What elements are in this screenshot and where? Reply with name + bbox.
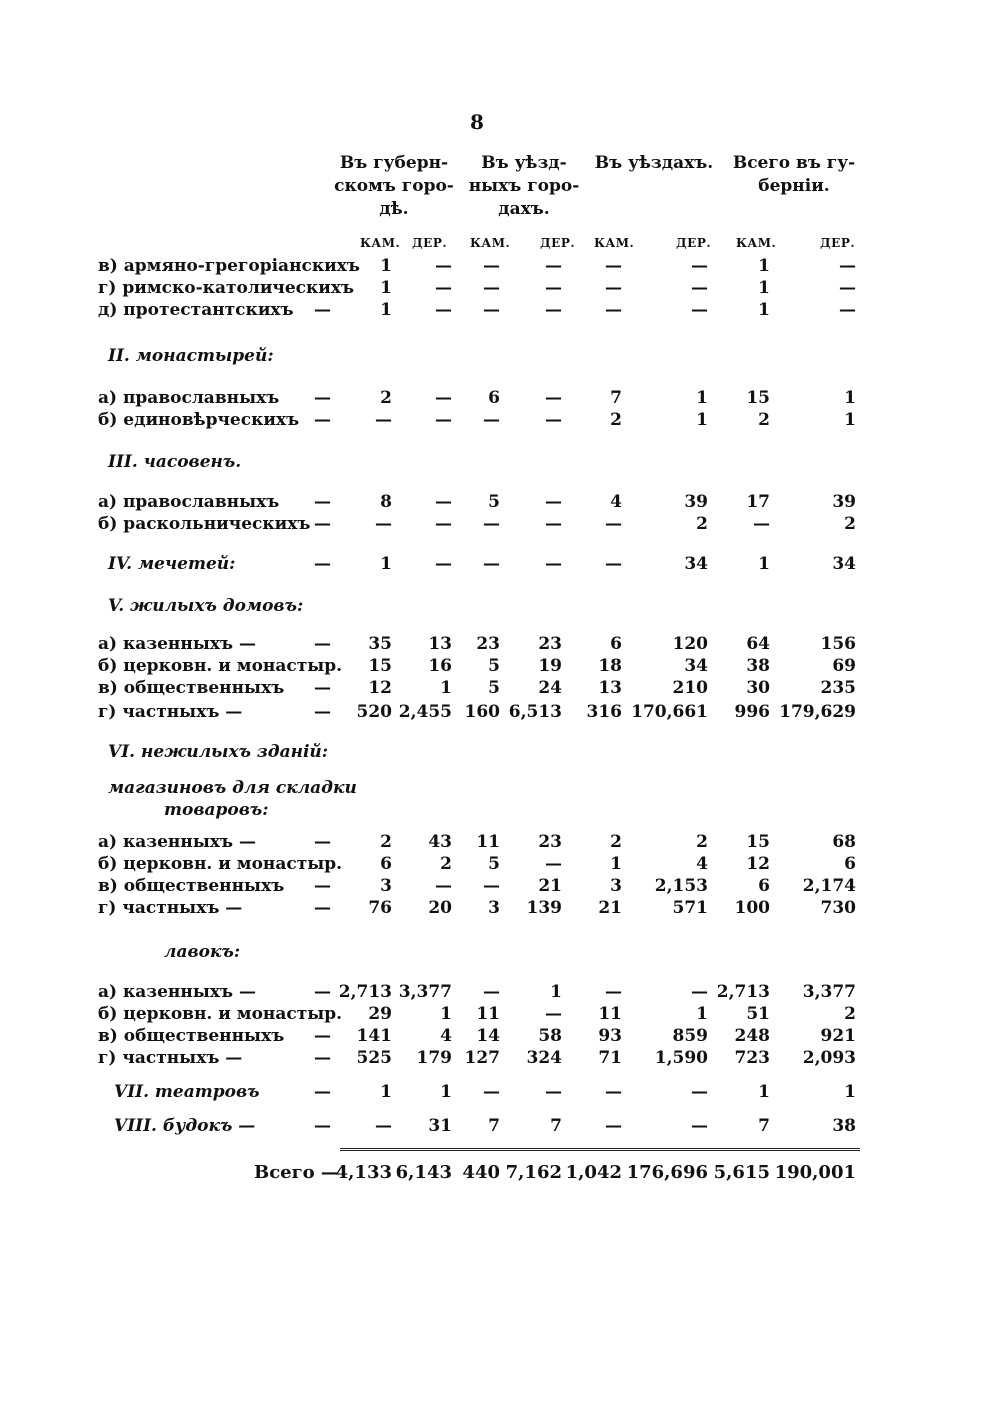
table-cell: 2,713 [338,982,392,1002]
table-cell: 39 [832,492,856,512]
table-cell: 1 [380,1082,392,1102]
table-cell: 210 [672,678,708,698]
table-cell: 1 [844,1082,856,1102]
table-cell: — [691,278,708,298]
table-cell: 170,661 [631,702,708,722]
table-cell: 6 [844,854,856,874]
table-cell: 18 [598,656,622,676]
table-cell: 29 [368,1004,392,1024]
table-cell: 34 [684,656,708,676]
table-cell: 35 [368,634,392,654]
table-cell: 34 [684,554,708,574]
total-cell: 190,001 [774,1162,856,1183]
table-row [0,1004,1000,1026]
subheader-6: КАМ. [736,236,777,250]
table-cell: — [545,256,562,276]
table-cell: 7 [758,1116,770,1136]
table-cell: 2,455 [398,702,452,722]
table-cell: — [483,256,500,276]
table-cell: 30 [746,678,770,698]
row-label: г) римско-католическихъ [98,278,355,298]
header-gub-city: Въ губерн- скомъ горо- дѣ. [334,153,454,219]
table-cell: 6 [380,854,392,874]
table-cell: — [375,1116,392,1136]
table-cell: 160 [464,702,500,722]
table-cell: 1 [844,410,856,430]
table-cell: — [605,554,622,574]
section-warehouses-2: товаровъ: [164,800,269,820]
table-row [0,514,1000,536]
table-cell: — [483,1082,500,1102]
section-theatres: VII. театровъ [114,1082,260,1102]
table-cell: — [375,514,392,534]
header-total: Всего въ гу- берніи. [732,153,856,196]
table-cell: 39 [684,492,708,512]
table-cell: 2 [610,410,622,430]
row-label: в) армяно-грегоріанскихъ [98,256,360,276]
table-cell: 5 [488,492,500,512]
table-cell: 139 [526,898,562,918]
total-cell: 4,133 [335,1162,392,1183]
row-label: г) частныхъ — [98,898,243,918]
table-cell: — [605,1116,622,1136]
table-cell: 520 [356,702,392,722]
table-cell: — [545,854,562,874]
table-cell: 1 [758,278,770,298]
table-cell: 120 [672,634,708,654]
row-label: а) православныхъ [98,388,280,408]
table-cell: 2,174 [802,876,856,896]
table-cell: 1 [610,854,622,874]
table-cell: — [483,982,500,1002]
row-label: в) общественныхъ [98,678,285,698]
table-cell: 6 [758,876,770,896]
table-cell: 17 [746,492,770,512]
row-label: г) частныхъ — [98,1048,243,1068]
subheader-1: ДЕР. [412,236,448,250]
table-cell: — [691,1116,708,1136]
table-cell: 2 [844,514,856,534]
section-monasteries: II. монастырей: [108,346,274,366]
table-cell: — [605,982,622,1002]
table-cell: 2,713 [716,982,770,1002]
table-cell: — [545,1004,562,1024]
table-cell: 8 [380,492,392,512]
table-cell: 16 [428,656,452,676]
total-cell: 176,696 [626,1162,708,1183]
table-cell: 43 [428,832,452,852]
table-cell: 1 [758,1082,770,1102]
table-cell: — [545,514,562,534]
table-cell: — [435,876,452,896]
table-cell: 4 [440,1026,452,1046]
table-cell: 2 [696,514,708,534]
table-cell: 324 [526,1048,562,1068]
table-cell: 69 [832,656,856,676]
table-cell: 2 [380,832,392,852]
table-cell: 24 [538,678,562,698]
row-leader-dash: — [314,410,331,430]
total-label: Всего — [254,1162,339,1183]
section-mosques: IV. мечетей: [108,554,236,574]
table-cell: 1 [380,256,392,276]
table-cell: 93 [598,1026,622,1046]
table-cell: — [375,410,392,430]
table-cell: — [839,278,856,298]
table-row [0,1082,1000,1104]
table-cell: 1 [758,554,770,574]
table-cell: 11 [598,1004,622,1024]
table-cell: 76 [368,898,392,918]
table-cell: 20 [428,898,452,918]
table-cell: 5 [488,678,500,698]
row-leader-dash: — [314,1048,331,1068]
table-cell: — [435,492,452,512]
table-cell: 1 [758,256,770,276]
section-shops: лавокъ: [164,942,241,962]
table-row [0,898,1000,920]
table-row [0,854,1000,876]
table-cell: — [545,554,562,574]
table-cell: 6,513 [508,702,562,722]
table-cell: 64 [746,634,770,654]
table-cell: 15 [746,832,770,852]
table-cell: 1 [758,300,770,320]
section-booths: VIII. будокъ — [114,1116,256,1136]
table-cell: 71 [598,1048,622,1068]
table-row [0,1116,1000,1138]
table-cell: 34 [832,554,856,574]
table-row [0,876,1000,898]
subheader-0: КАМ. [360,236,401,250]
header-uezds: Въ уѣздахъ. [594,153,714,173]
table-cell: 13 [428,634,452,654]
table-cell: 571 [672,898,708,918]
table-row [0,492,1000,514]
row-label: а) православныхъ [98,492,280,512]
table-cell: 4 [696,854,708,874]
table-cell: — [435,388,452,408]
table-cell: 4 [610,492,622,512]
table-cell: 5 [488,656,500,676]
table-cell: 11 [476,1004,500,1024]
table-cell: 31 [428,1116,452,1136]
table-cell: 7 [488,1116,500,1136]
table-cell: — [483,514,500,534]
table-row [0,256,1000,278]
table-cell: 1 [696,1004,708,1024]
subheader-3: ДЕР. [540,236,576,250]
table-cell: — [483,410,500,430]
subheader-5: ДЕР. [676,236,712,250]
row-label: а) казенныхъ — [98,634,256,654]
table-cell: 1 [440,1082,452,1102]
total-cell: 5,615 [713,1162,770,1183]
table-cell: — [483,278,500,298]
table-row [0,388,1000,410]
row-label: б) церковн. и монастыр. [98,1004,343,1024]
row-label: д) протестантскихъ [98,300,294,320]
table-row [0,702,1000,724]
table-cell: — [839,300,856,320]
table-row [0,982,1000,1004]
table-cell: — [545,492,562,512]
table-cell: — [605,1082,622,1102]
table-row [0,656,1000,678]
table-row [0,410,1000,432]
row-label: в) общественныхъ [98,1026,285,1046]
row-label: б) церковн. и монастыр. [98,656,343,676]
table-cell: — [483,300,500,320]
row-leader-dash: — [314,982,331,1002]
row-leader-dash: — [314,300,331,320]
table-row [0,1026,1000,1048]
table-row [0,278,1000,300]
row-leader-dash: — [314,388,331,408]
table-cell: — [545,1082,562,1102]
row-label: а) казенныхъ — [98,832,256,852]
table-cell: 1 [440,1004,452,1024]
table-cell: 179,629 [779,702,856,722]
subheader-4: КАМ. [594,236,635,250]
table-cell: 12 [368,678,392,698]
row-leader-dash: — [314,514,331,534]
row-label: б) церковн. и монастыр. [98,854,343,874]
table-cell: 156 [820,634,856,654]
total-rule [340,1148,860,1151]
table-cell: 14 [476,1026,500,1046]
total-cell: 1,042 [565,1162,622,1183]
table-cell: 6 [610,634,622,654]
table-cell: — [435,300,452,320]
table-cell: — [435,256,452,276]
total-cell: 6,143 [395,1162,452,1183]
subheader-2: КАМ. [470,236,511,250]
table-cell: 2 [440,854,452,874]
table-cell: — [545,410,562,430]
table-cell: 248 [734,1026,770,1046]
section-nonresidential: VI. нежилыхъ зданій: [108,742,329,762]
table-cell: — [483,554,500,574]
table-cell: 141 [356,1026,392,1046]
table-cell: 996 [734,702,770,722]
table-row [0,832,1000,854]
table-cell: — [605,514,622,534]
table-cell: — [435,410,452,430]
table-cell: — [753,514,770,534]
table-cell: 23 [538,832,562,852]
table-cell: 2 [758,410,770,430]
table-cell: 859 [672,1026,708,1046]
table-cell: 3 [380,876,392,896]
table-cell: — [839,256,856,276]
row-leader-dash: — [314,1026,331,1046]
table-cell: 5 [488,854,500,874]
header-uezd-cities: Въ уѣзд- ныхъ горо- дахъ. [468,153,580,219]
table-cell: 3 [488,898,500,918]
row-leader-dash: — [314,554,331,574]
table-cell: 68 [832,832,856,852]
table-cell: 38 [832,1116,856,1136]
row-leader-dash: — [314,702,331,722]
row-leader-dash: — [314,492,331,512]
table-cell: — [483,876,500,896]
row-leader-dash: — [314,1082,331,1102]
table-cell: 2 [610,832,622,852]
table-cell: 58 [538,1026,562,1046]
row-label: г) частныхъ — [98,702,243,722]
table-cell: 21 [598,898,622,918]
row-leader-dash: — [314,634,331,654]
table-cell: 2,093 [802,1048,856,1068]
table-cell: — [605,300,622,320]
table-cell: 525 [356,1048,392,1068]
table-cell: 723 [734,1048,770,1068]
table-cell: 6 [488,388,500,408]
row-leader-dash: — [314,876,331,896]
table-cell: 7 [550,1116,562,1136]
table-cell: 2 [380,388,392,408]
table-cell: 7 [610,388,622,408]
table-cell: 1,590 [654,1048,708,1068]
table-cell: 316 [586,702,622,722]
subheader-7: ДЕР. [820,236,856,250]
total-cell: 440 [462,1162,500,1183]
table-cell: 1 [380,300,392,320]
table-cell: 1 [440,678,452,698]
table-cell: 1 [550,982,562,1002]
table-cell: 2 [696,832,708,852]
page-number: 8 [470,110,484,134]
table-cell: 3,377 [398,982,452,1002]
row-label: б) единовѣрческихъ [98,410,300,430]
table-cell: 13 [598,678,622,698]
section-residential: V. жилыхъ домовъ: [108,596,304,616]
table-cell: — [605,278,622,298]
table-cell: — [691,256,708,276]
table-cell: 235 [820,678,856,698]
table-cell: 19 [538,656,562,676]
table-cell: — [435,554,452,574]
table-cell: 179 [416,1048,452,1068]
table-cell: 1 [844,388,856,408]
row-leader-dash: — [314,832,331,852]
table-row [0,554,1000,576]
table-cell: — [545,388,562,408]
table-cell: 3 [610,876,622,896]
table-row [0,634,1000,656]
table-cell: — [691,982,708,1002]
section-chapels: III. часовенъ. [108,452,242,472]
row-leader-dash: — [314,898,331,918]
row-leader-dash: — [314,678,331,698]
table-cell: — [435,514,452,534]
table-cell: — [691,300,708,320]
row-label: в) общественныхъ [98,876,285,896]
table-cell: — [545,278,562,298]
row-leader-dash: — [314,1116,331,1136]
table-cell: 730 [820,898,856,918]
row-label: б) раскольническихъ [98,514,311,534]
table-row [0,300,1000,322]
row-label: а) казенныхъ — [98,982,256,1002]
table-cell: 23 [538,634,562,654]
table-cell: 12 [746,854,770,874]
table-cell: 51 [746,1004,770,1024]
table-cell: 38 [746,656,770,676]
table-cell: 15 [368,656,392,676]
table-cell: 1 [380,554,392,574]
table-row [0,1048,1000,1070]
table-cell: 15 [746,388,770,408]
table-cell: 1 [696,410,708,430]
table-cell: 1 [696,388,708,408]
table-cell: 21 [538,876,562,896]
table-cell: 2,153 [654,876,708,896]
table-row [0,678,1000,700]
table-cell: 11 [476,832,500,852]
table-cell: — [605,256,622,276]
table-cell: 921 [820,1026,856,1046]
table-cell: 127 [464,1048,500,1068]
table-cell: 23 [476,634,500,654]
section-warehouses-1: магазиновъ для складки [108,778,357,798]
table-cell: 2 [844,1004,856,1024]
table-cell: — [435,278,452,298]
table-cell: 1 [380,278,392,298]
table-cell: — [545,300,562,320]
total-cell: 7,162 [505,1162,562,1183]
table-cell: — [691,1082,708,1102]
table-cell: 3,377 [802,982,856,1002]
table-cell: 100 [734,898,770,918]
